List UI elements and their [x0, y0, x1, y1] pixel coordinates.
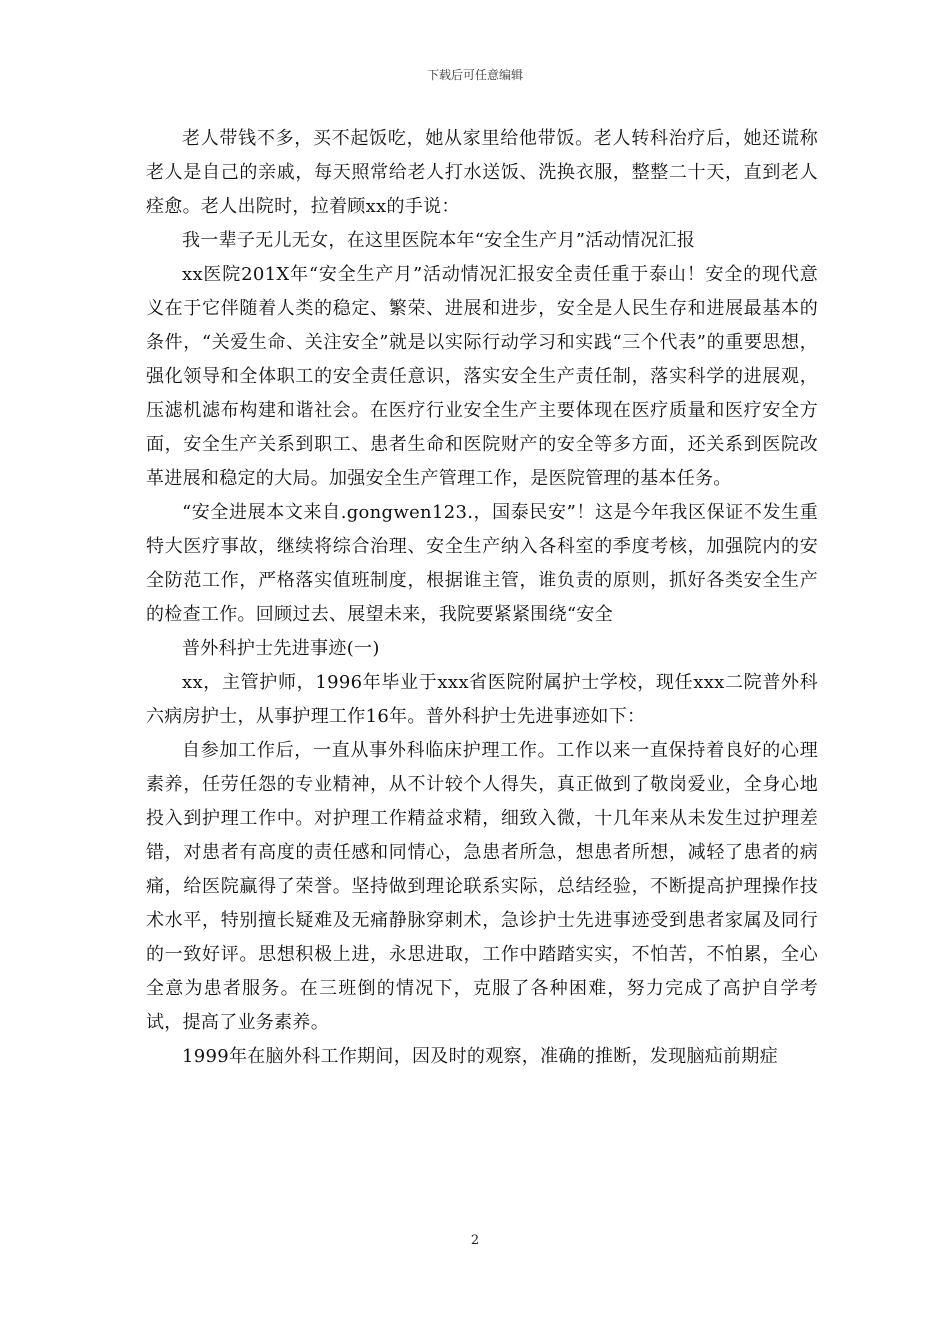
paragraph: xx医院201X年“安全生产月”活动情况汇报安全责任重于泰山！安全的现代意义在于它伴随着人类的稳定、繁荣、进展和进步，安全是人民生存和进展最基本的条件，“关爱生命、关注安全”就是以实际行动学习和实践“三个代表”的重要思想，强化领导和全体职工的安全责任意识，落实安全生产责任制，落实科学的进展观，压滤机滤布构建和谐社会。在医疗行业安全生产主要体现在医疗质量和医疗安全方面，安全生产关系到职工、患者生命和医院财产的安全等多方面，还关系到医院改革进展和稳定的大局。加强安全生产管理工作，是医院管理的基本任务。	[146, 264, 818, 489]
paragraph: 老人带钱不多，买不起饭吃，她从家里给他带饭。老人转科治疗后，她还谎称老人是自己的亲戚，每天照常给老人打水送饭、洗换衣服，整整二十天，直到老人痊愈。老人出院时，拉着顾xx的手说：	[146, 128, 818, 217]
paragraph: 1999年在脑外科工作期间，因及时的观察，准确的推断，发现脑疝前期症	[182, 1046, 779, 1067]
paragraph: 我一辈子无儿无女，在这里医院本年“安全生产月”活动情况汇报	[182, 230, 696, 251]
section-heading: 普外科护士先进事迹(一)	[182, 638, 380, 659]
paragraph: “安全进展本文来自.gongwen123.，国泰民安”！这是今年我区保证不发生重特大医疗事故，继续将综合治理、安全生产纳入各科室的季度考核，加强院内的安全防范工作，严格落实值班制度，根据谁主管，谁负责的原则，抓好各类安全生产的检查工作。回顾过去、展望未来，我院要紧紧围绕“安全	[146, 502, 818, 625]
page-header: 下载后可任意编辑	[426, 68, 523, 82]
document-body	[146, 122, 818, 1074]
paragraph: xx，主管护师，1996年毕业于xxx省医院附属护士学校，现任xxx二院普外科六病房护士，从事护理工作16年。普外科护士先进事迹如下：	[146, 672, 818, 727]
paragraph: 自参加工作后，一直从事外科临床护理工作。工作以来一直保持着良好的心理素养，任劳任怨的专业精神，从不计较个人得失，真正做到了敬岗爱业，全身心地投入到护理工作中。对护理工作精益求精，细致入微，十几年来从未发生过护理差错，对患者有高度的责任感和同情心，急患者所急，想患者所想，减轻了患者的病痛，给医院赢得了荣誉。坚持做到理论联系实际，总结经验，不断提高护理操作技术水平，特别擅长疑难及无痛静脉穿刺术，急诊护士先进事迹受到患者家属及同行的一致好评。思想积极上进，永思进取，工作中踏踏实实，不怕苦，不怕累，全心全意为患者服务。在三班倒的情况下，克服了各种困难，努力完成了高护自学考试，提高了业务素养。	[146, 740, 818, 1033]
page-number: 2	[470, 1233, 480, 1248]
